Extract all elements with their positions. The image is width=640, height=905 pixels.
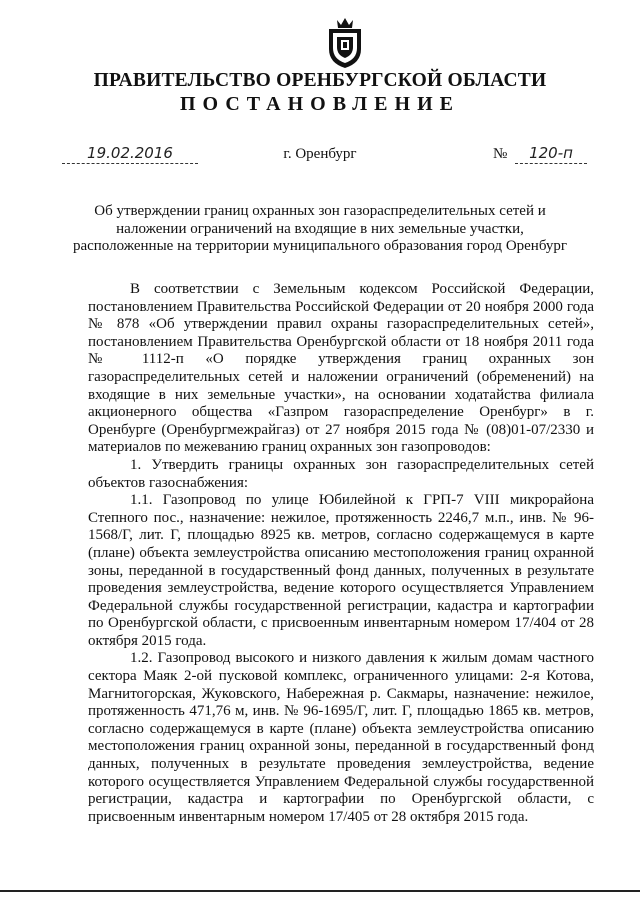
number-label: № [493, 146, 508, 162]
document-subject: Об утверждении границ охранных зон газораспределительных сетей и наложении ограничений на входящие в них земельные участки, расположенные на территории муниципального образования город Оренбург [72, 203, 568, 254]
document-city: г. Оренбург [283, 146, 357, 162]
coat-of-arms-emblem [325, 17, 365, 69]
item-1-1: 1.1. Газопровод по улице Юбилейной к ГРП-7 VIII микрорайона Степного пос., назначение: нежилое, протяженность 2246,7 м.п., инв. № 96-1568/Г, лит. Г, площадью 8925 кв. метров, согласно содержащемуся в карте (плане) объекта землеустройства описанию местоположения границ охранной зоны, переданной в государственный фонд данных, полученных в результате проведения землеустройства, ведение которого осуществляется Управлением Федеральной службы государственной регистрации, кадастра и картографии по Оренбургской области, с присвоенным инвентарным номером 17/404 от 28 октября 2015 года. [88, 492, 594, 649]
item-1: 1. Утвердить границы охранных зон газораспределительных сетей объектов газоснабжения: [88, 456, 594, 491]
document-date: 19.02.2016 [62, 144, 198, 164]
document-body [88, 281, 594, 826]
document-number: 120-п [515, 144, 587, 164]
item-1-2: 1.2. Газопровод высокого и низкого давления к жилым домам частного сектора Маяк 2-ой пусковой комплекс, ограниченного улицами: 2-я Котова, Магнитогорская, Жуковского, Набережная р. Сакмары, назначение: нежилое, протяженность 471,76 м, инв. № 96-1695/Г, лит. Г, площадью 1865 кв. метров, согласно содержащемуся в карте (плане) объекта землеустройства описанию местоположения границ охранной зоны, переданной в государственный фонд данных, полученных в результате проведения землеустройства, ведение которого осуществляется Управлением Федеральной службы государственной регистрации, кадастра и картографии по Оренбургской области, с присвоенным инвентарным номером 17/405 от 28 октября 2015 года. [88, 650, 594, 825]
page-bottom-rule [0, 890, 640, 892]
document-type: ПОСТАНОВЛЕНИЕ [180, 93, 460, 115]
government-title: ПРАВИТЕЛЬСТВО ОРЕНБУРГСКОЙ ОБЛАСТИ [93, 70, 547, 91]
intro-paragraph: В соответствии с Земельным кодексом Российской Федерации, постановлением Правительства Российской Федерации от 20 ноября 2000 года № 878 «Об утверждении правил охраны газораспределительных сетей», постановлением Правительства Оренбургской области от 18 ноября 2011 года № 1112-п «О порядке утверждения границ охранных зон газораспределительных сетей и наложении ограничений (обременений) на входящие в них земельные участки», на основании ходатайства филиала акционерного общества «Газпром газораспределение Оренбург» в г. Оренбурге (Оренбургмежрайгаз) от 27 ноября 2015 года № (08)01-07/2330 и материалов по межеванию границ охранных зон газопроводов: [88, 281, 594, 456]
